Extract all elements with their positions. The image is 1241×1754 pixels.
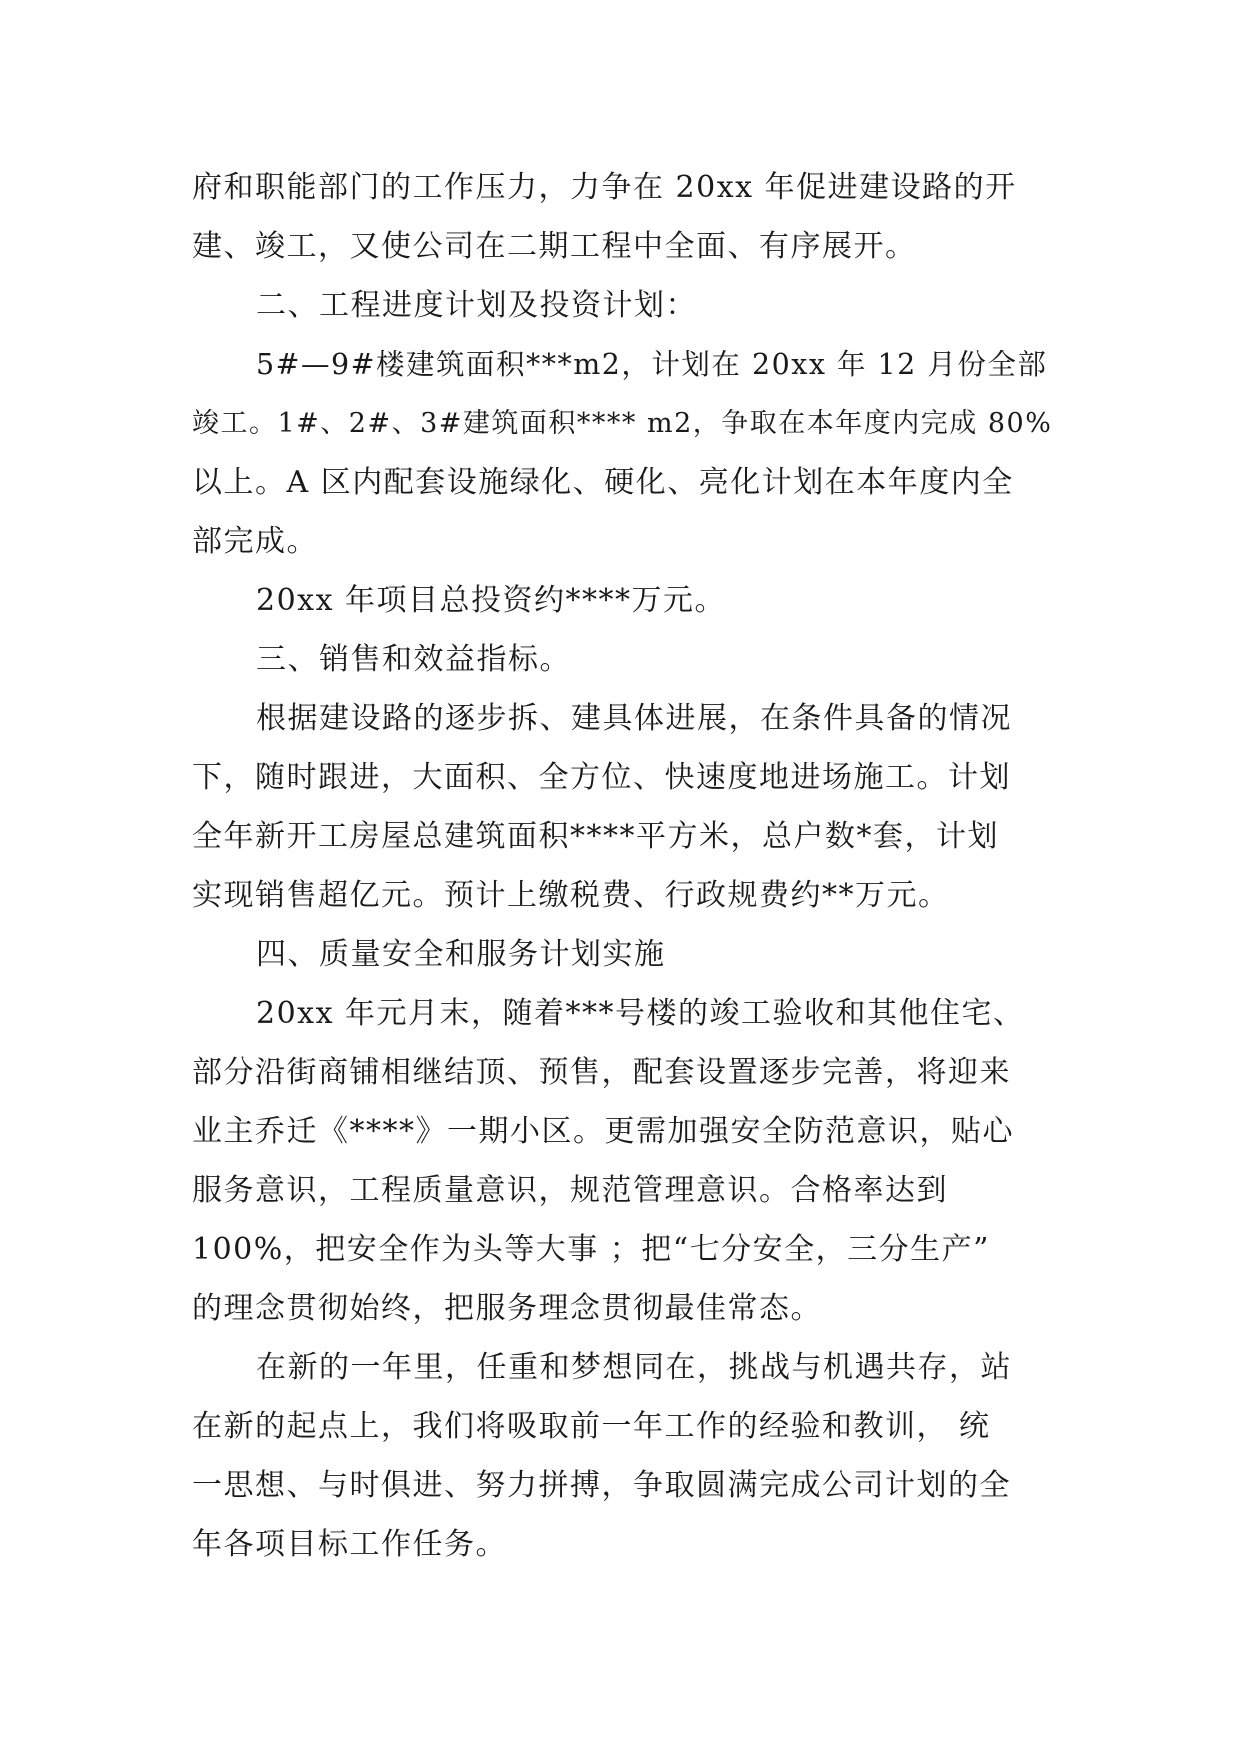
- text-line: 在新的起点上，我们将吸取前一年工作的经验和教训， 统: [192, 1409, 991, 1444]
- text-line: 以上。A 区内配套设施绿化、硬化、亮化计划在本年度内全: [192, 465, 1014, 500]
- text-line: 竣工。1#、2#、3#建筑面积**** m2，争取在本年度内完成 80%: [192, 408, 1053, 439]
- text-line: 建、竣工，又使公司在二期工程中全面、有序展开。: [192, 229, 917, 264]
- document-body: [192, 158, 1054, 1574]
- text-line: 实现销售超亿元。预计上缴税费、行政规费约**万元。: [192, 878, 950, 913]
- text-line: 部完成。: [192, 524, 318, 559]
- text-line: 府和职能部门的工作压力，力争在 20xx 年促进建设路的开: [192, 170, 1017, 205]
- text-line: 20xx 年项目总投资约****万元。: [256, 583, 727, 618]
- text-line: 100%，把安全作为头等大事 ；把“七分安全，三分生产”: [192, 1232, 990, 1267]
- text-line: 根据建设路的逐步拆、建具体进展，在条件具备的情况: [256, 701, 1012, 736]
- text-line: 三、销售和效益指标。: [256, 642, 571, 677]
- text-line: 服务意识，工程质量意识，规范管理意识。合格率达到: [192, 1173, 948, 1208]
- text-line: 一思想、与时俱进、努力拼搏，争取圆满完成公司计划的全: [192, 1468, 1011, 1503]
- text-line: 部分沿街商铺相继结顶、预售，配套设置逐步完善，将迎来: [192, 1055, 1011, 1090]
- text-line: 四、质量安全和服务计划实施: [256, 937, 666, 972]
- document-page: [192, 158, 1054, 1574]
- text-line: 年各项目标工作任务。: [192, 1527, 507, 1562]
- text-line: 二、工程进度计划及投资计划：: [256, 288, 697, 323]
- text-line: 全年新开工房屋总建筑面积****平方米，总户数*套，计划: [192, 819, 999, 854]
- text-line: 20xx 年元月末，随着***号楼的竣工验收和其他住宅、: [256, 996, 1025, 1031]
- text-line: 的理念贯彻始终，把服务理念贯彻最佳常态。: [192, 1291, 822, 1326]
- text-line: 在新的一年里，任重和梦想同在，挑战与机遇共存，站: [256, 1350, 1012, 1385]
- text-line: 下，随时跟进，大面积、全方位、快速度地进场施工。计划: [192, 760, 1011, 795]
- text-line: 业主乔迁《****》一期小区。更需加强安全防范意识，贴心: [192, 1114, 1014, 1149]
- text-line: 5#—9#楼建筑面积***m2，计划在 20xx 年 12 月份全部: [256, 348, 1048, 381]
